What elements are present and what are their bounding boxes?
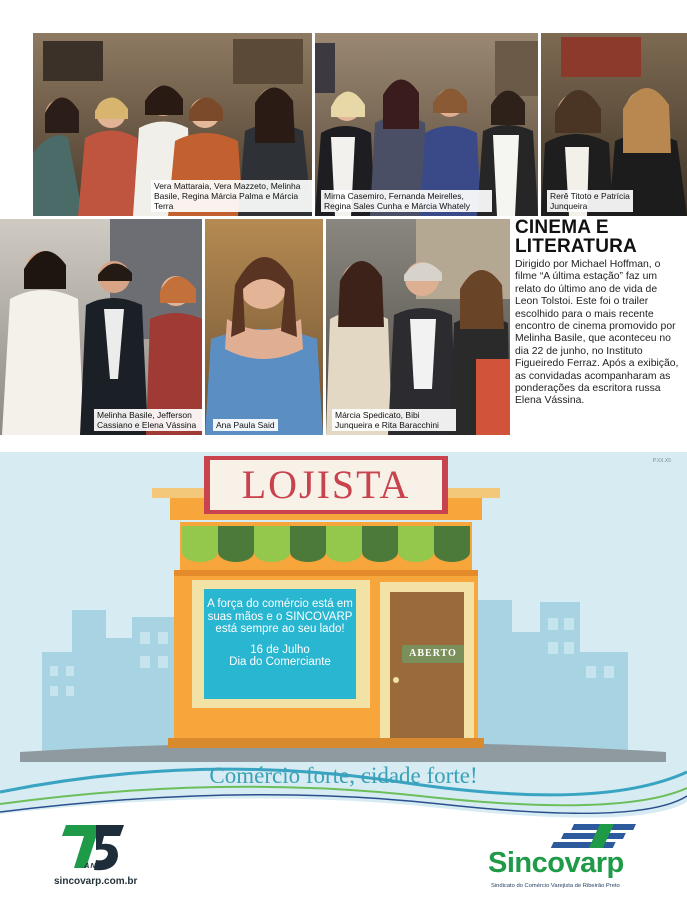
photo-group-1 [33, 33, 312, 216]
photo-group-4 [0, 219, 202, 435]
promo-date [206, 644, 354, 669]
door-open-sign: ABERTO [409, 648, 457, 659]
anniversary-label: ANOS [84, 861, 110, 870]
ad-slogan: Comércio forte, cidade forte! [209, 763, 478, 788]
website-link[interactable]: sincovarp.com.br [54, 876, 138, 887]
promo-date-line-2: Dia do Comerciante [229, 656, 331, 668]
advertisement [0, 452, 687, 904]
photo-group-6-image [326, 219, 510, 435]
article-title-line-2: LITERATURA [515, 236, 637, 257]
photo-group-3 [541, 33, 687, 216]
lojista-sign-text: LOJISTA [241, 462, 411, 507]
ad-code: P.XX.X5 [652, 458, 671, 464]
photo-group-6-caption: Márcia Spedicato, Bibi Junqueira e Rita Baracchini [332, 409, 456, 431]
promo-message-text: A força do comércio está em suas mãos e o SINCOVARP está sempre ao seu lado! [207, 598, 353, 635]
photo-group-2-caption: Mirna Casemiro, Fernanda Meirelles, Regina Sales Cunha e Márcia Whately [321, 190, 492, 212]
brand-name: Sincovarp [488, 847, 624, 879]
photo-group-4-caption: Melinha Basile, Jefferson Cassiano e Elena Vássina [94, 409, 202, 431]
photo-group-2 [315, 33, 538, 216]
promo-date-line-1: 16 de Julho [250, 643, 310, 656]
brand-subtitle: Sindicato do Comércio Varejista de Ribeirão Preto [491, 883, 620, 889]
article-body: Dirigido por Michael Hoffman, o filme “A última estação” faz um relato do último ano de vida de Leon Tolstoi. Este foi o trailer escolhido para o mais recente encontro de cinema promovido por Melinha Basile, que aconteceu no dia 22 de junho, no Instituto Figueiredo Ferraz. Após a exibição, as convidadas acompanharam as ponderações da escritora russa Elena Vássina. [515, 259, 679, 407]
photo-group-3-image [541, 33, 687, 216]
store-door [390, 592, 464, 742]
photo-ana-paula-caption: Ana Paula Said [213, 419, 278, 431]
photo-group-2-image [315, 33, 538, 216]
promo-message [206, 589, 354, 696]
article-title [515, 218, 683, 256]
photo-group-6 [326, 219, 510, 435]
photo-group-1-caption: Vera Mattaraia, Vera Mazzeto, Melinha Basile, Regina Márcia Palma e Márcia Terra [151, 180, 312, 212]
photo-ana-paula [205, 219, 323, 435]
photo-group-3-caption: Rerê Titoto e Patrícia Junqueira [547, 190, 633, 212]
photo-ana-paula-image [205, 219, 323, 435]
article-title-line-1: CINEMA E [515, 217, 609, 238]
photo-group-4-image [0, 219, 202, 435]
article [515, 218, 683, 408]
